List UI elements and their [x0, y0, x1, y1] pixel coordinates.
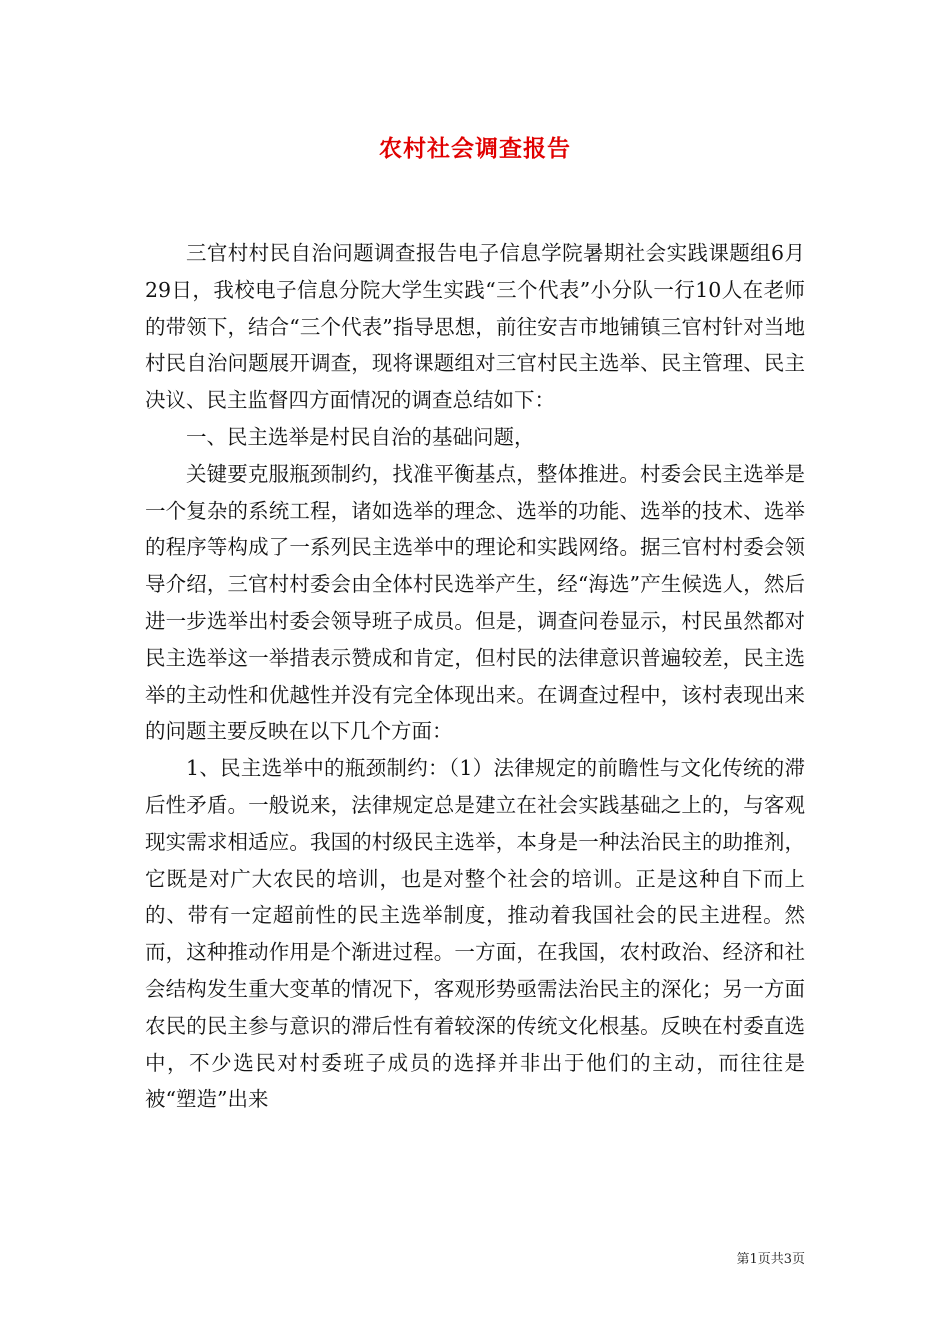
- page-number-footer: 第1页共3页: [736, 1252, 805, 1267]
- document-body: [145, 235, 805, 1118]
- document-title: 农村社会调查报告: [379, 135, 571, 162]
- paragraph-bottleneck: 1、民主选举中的瓶颈制约：（1）法律规定的前瞻性与文化传统的滞后性矛盾。一般说来，法律规定总是建立在社会实践基础之上的，与客观现实需求相适应。我国的村级民主选举，本身是一种法治民主的助推剂，它既是对广大农民的培训，也是对整个社会的培训。正是这种自下而上的、带有一定超前性的民主选举制度，推动着我国社会的民主进程。然而，这种推动作用是个渐进过程。一方面，在我国，农村政治、经济和社会结构发生重大变革的情况下，客观形势亟需法治民主的深化；另一方面农民的民主参与意识的滞后性有着较深的传统文化根基。反映在村委直选中，不少选民对村委班子成员的选择并非出于他们的主动，而往往是被“塑造”出来: [145, 756, 805, 1112]
- paragraph-intro: 三官村村民自治问题调查报告电子信息学院暑期社会实践课题组6月29日，我校电子信息分院大学生实践“三个代表”小分队一行10人在老师的带领下，结合“三个代表”指导思想，前往安吉市地铺镇三官村针对当地村民自治问题展开调查，现将课题组对三官村民主选举、民主管理、民主决议、民主监督四方面情况的调查总结如下：: [145, 241, 805, 413]
- paragraph-election: 关键要克服瓶颈制约，找准平衡基点，整体推进。村委会民主选举是一个复杂的系统工程，诸如选举的理念、选举的功能、选举的技术、选举的程序等构成了一系列民主选举中的理论和实践网络。据三官村村委会领导介绍，三官村村委会由全体村民选举产生，经“海选”产生候选人，然后进一步选举出村委会领导班子成员。但是，调查问卷显示，村民虽然都对民主选举这一举措表示赞成和肯定，但村民的法律意识普遍较差，民主选举的主动性和优越性并没有完全体现出来。在调查过程中，该村表现出来的问题主要反映在以下几个方面：: [145, 461, 805, 744]
- paragraph-section-heading: 一、民主选举是村民自治的基础问题，: [186, 424, 535, 449]
